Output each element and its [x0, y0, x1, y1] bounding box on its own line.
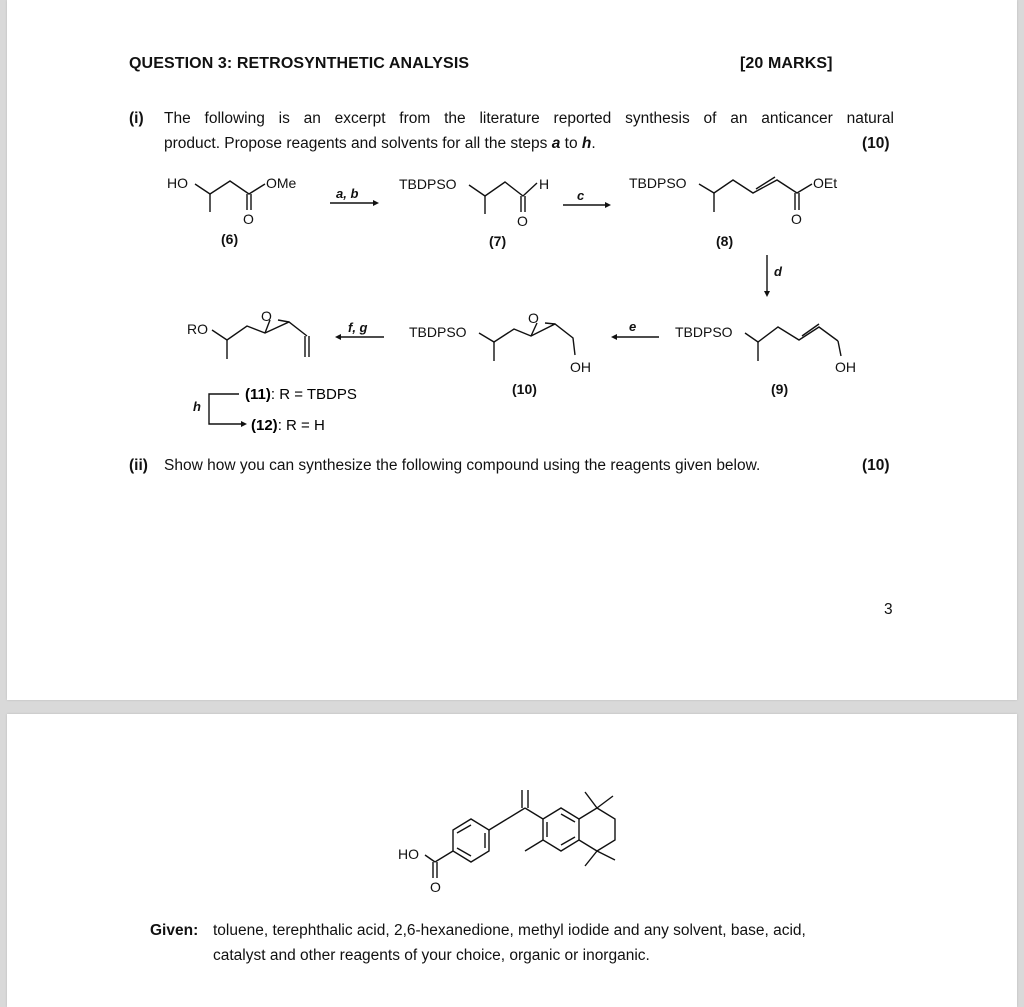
part-i-line1: The following is an excerpt from the literature reported synthesis of an anticancer natural	[164, 110, 894, 127]
target-compound	[7, 714, 1017, 904]
compound-6	[167, 175, 297, 247]
target-ho-text: HO	[398, 846, 419, 862]
target-molecule	[398, 790, 615, 895]
c7-label: (7)	[489, 233, 507, 249]
c8-label: (8)	[716, 233, 734, 249]
c10-o-text: O	[528, 310, 539, 326]
c7-chain	[469, 182, 537, 196]
step-h-label: h	[193, 399, 201, 414]
c8-tbdpso-text: TBDPSO	[629, 175, 687, 191]
compound-11	[187, 308, 309, 359]
step-d-label: d	[774, 264, 782, 279]
c9-oh-text: OH	[835, 359, 856, 375]
c6-chain	[195, 181, 265, 194]
c9-tbdpso-text: TBDPSO	[675, 324, 733, 340]
c8-chain	[699, 180, 812, 193]
step-c-label: c	[577, 188, 585, 203]
step-e-label: e	[629, 319, 637, 334]
c11-chain	[212, 322, 307, 340]
reaction-scheme	[7, 160, 1017, 450]
ring-c	[579, 808, 615, 851]
c10-label: (10)	[512, 381, 537, 397]
step-a-ref: a	[551, 135, 561, 152]
derivative-11: (11): R = TBDPS	[245, 386, 357, 403]
given-line1: toluene, terephthalic acid, 2,6-hexanedione, methyl iodide and any solvent, base, acid,	[213, 922, 806, 939]
c8-o-text: O	[791, 211, 802, 227]
c10-oh-text: OH	[570, 359, 591, 375]
to-word: to	[560, 135, 582, 152]
compound-8	[629, 175, 837, 249]
step-h-ref: h	[581, 135, 592, 152]
page-number: 3	[884, 601, 893, 618]
compound-9	[675, 324, 856, 397]
c8-oet-text: OEt	[813, 175, 838, 191]
given-line2: catalyst and other reagents of your choice, organic or inorganic.	[213, 947, 650, 964]
c10-tbdpso-text: TBDPSO	[409, 324, 467, 340]
arrow-fg	[335, 320, 384, 340]
step-fg-label: f, g	[348, 320, 368, 335]
part-ii-label: (ii)	[129, 457, 148, 474]
part-ii-marks: (10)	[862, 457, 890, 474]
step-ab-label: a, b	[336, 186, 359, 201]
page-1	[7, 0, 1017, 700]
compound-10	[409, 310, 591, 397]
c7-o-text: O	[517, 213, 528, 229]
given-label: Given:	[150, 922, 199, 939]
arrow-d	[764, 255, 783, 297]
arrow-e	[611, 319, 659, 340]
arrow-ab	[330, 186, 379, 206]
derivative-12: (12): R = H	[251, 417, 325, 434]
c11-o-text: O	[261, 308, 272, 324]
c7-tbdpso-text: TBDPSO	[399, 176, 457, 192]
aryl-methyl	[525, 840, 543, 851]
target-o-text: O	[430, 879, 441, 895]
c11-ro-text: RO	[187, 321, 208, 337]
compound-7	[399, 176, 549, 249]
c9-alkene	[802, 324, 819, 336]
page-2	[7, 714, 1017, 1007]
question-marks: [20 MARKS]	[740, 55, 833, 72]
part-i-line2	[164, 131, 596, 156]
arrow-c	[563, 188, 611, 208]
c7-h-text: H	[539, 176, 550, 192]
part-i-label: (i)	[129, 110, 144, 127]
c6-label: (6)	[221, 231, 239, 247]
part-i-line2-prefix: product. Propose reagents and solvents for all the steps	[164, 135, 552, 152]
derivative-bracket	[193, 386, 357, 434]
c6-ho-text: HO	[167, 175, 188, 191]
question-title: QUESTION 3: RETROSYNTHETIC ANALYSIS	[129, 55, 470, 72]
c6-o-text: O	[243, 211, 254, 227]
part-i-marks: (10)	[862, 135, 890, 152]
c9-chain	[745, 327, 838, 342]
c9-label: (9)	[771, 381, 789, 397]
c6-ome-text: OMe	[266, 175, 297, 191]
part-ii-text: Show how you can synthesize the following compound using the reagents given below.	[164, 457, 761, 474]
period: .	[591, 135, 596, 152]
